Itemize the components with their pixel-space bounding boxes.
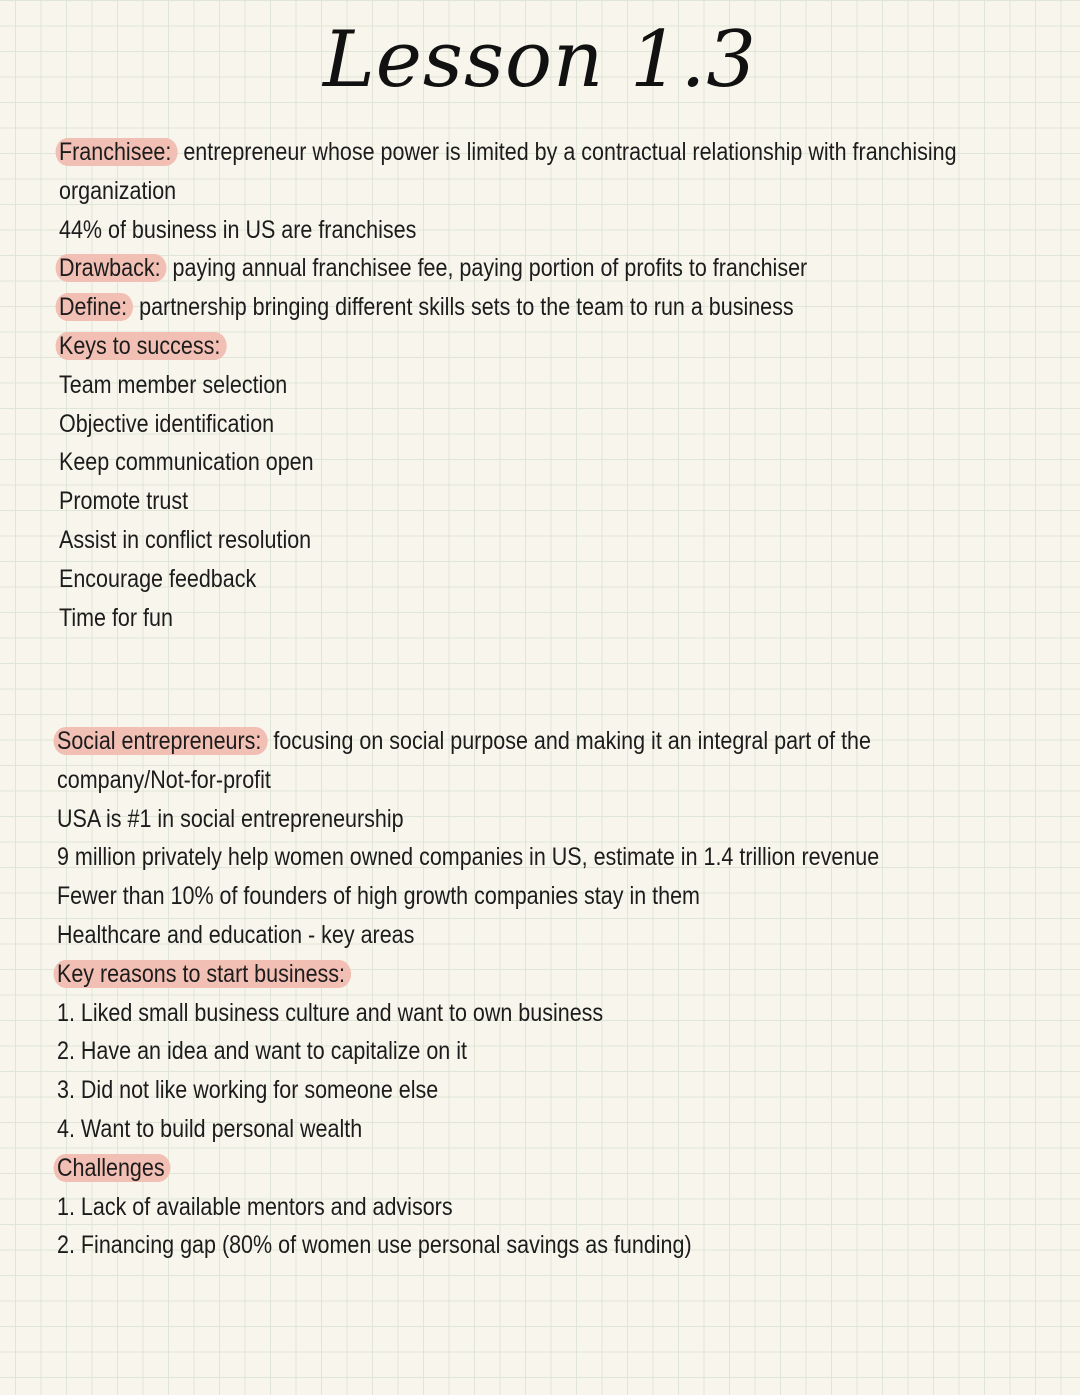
drawback-definition: [59, 249, 988, 288]
notes-section-franchise: [59, 133, 988, 637]
list-item: Objective identification: [59, 409, 275, 438]
franchise-statistic: 44% of business in US are franchises: [59, 215, 417, 244]
social-entrepreneurs-definition: [57, 722, 986, 761]
list-item: 1. Lack of available mentors and advisors: [57, 1192, 453, 1221]
list-item: 3. Did not like working for someone else: [57, 1076, 439, 1105]
lesson-title: Lesson 1.3: [322, 15, 758, 105]
list-item: 4. Want to build personal wealth: [57, 1114, 363, 1143]
reasons-heading: [57, 955, 986, 994]
define-definition-text: partnership bringing different skills sets to the team to run a business: [133, 293, 794, 322]
franchisee-definition-text: entrepreneur whose power is limited by a contractual relationship with franchising: [177, 138, 957, 166]
list-item: USA is #1 in social entrepreneurship: [57, 804, 404, 833]
challenges-heading: [57, 1149, 986, 1188]
notes-section-social: [57, 722, 986, 1265]
social-term-highlight: Social entrepreneurs:: [54, 727, 268, 755]
list-item: Team member selection: [59, 370, 288, 399]
social-definition-continued: company/Not-for-profit: [57, 765, 271, 794]
define-term-highlight: Define:: [56, 293, 134, 321]
keys-heading: [59, 327, 988, 366]
franchisee-definition-continued: organization: [59, 176, 177, 205]
social-definition-text: focusing on social purpose and making it an integral part of the: [267, 727, 871, 755]
franchisee-term-highlight: Franchisee:: [56, 138, 178, 166]
list-item: 2. Have an idea and want to capitalize on it: [57, 1037, 467, 1066]
reasons-heading-highlight: Key reasons to start business:: [54, 960, 351, 988]
list-item: Assist in conflict resolution: [59, 525, 312, 554]
list-item: 2. Financing gap (80% of women use personal savings as funding): [57, 1231, 692, 1260]
drawback-definition-text: paying annual franchisee fee, paying portion of profits to franchiser: [166, 254, 808, 283]
list-item: Promote trust: [59, 487, 189, 516]
list-item: Fewer than 10% of founders of high growth companies stay in them: [57, 882, 700, 911]
list-item: 1. Liked small business culture and want to own business: [57, 998, 604, 1027]
keys-heading-highlight: Keys to success:: [56, 332, 227, 360]
challenges-heading-highlight: Challenges: [54, 1154, 171, 1182]
list-item: Encourage feedback: [59, 564, 257, 593]
list-item: 9 million privately help women owned companies in US, estimate in 1.4 trillion revenue: [57, 843, 880, 872]
define-definition: [59, 288, 988, 327]
franchisee-definition: [59, 133, 988, 172]
list-item: Healthcare and education - key areas: [57, 920, 415, 949]
list-item: Time for fun: [59, 603, 173, 632]
list-item: Keep communication open: [59, 448, 314, 477]
drawback-term-highlight: Drawback:: [56, 254, 167, 282]
